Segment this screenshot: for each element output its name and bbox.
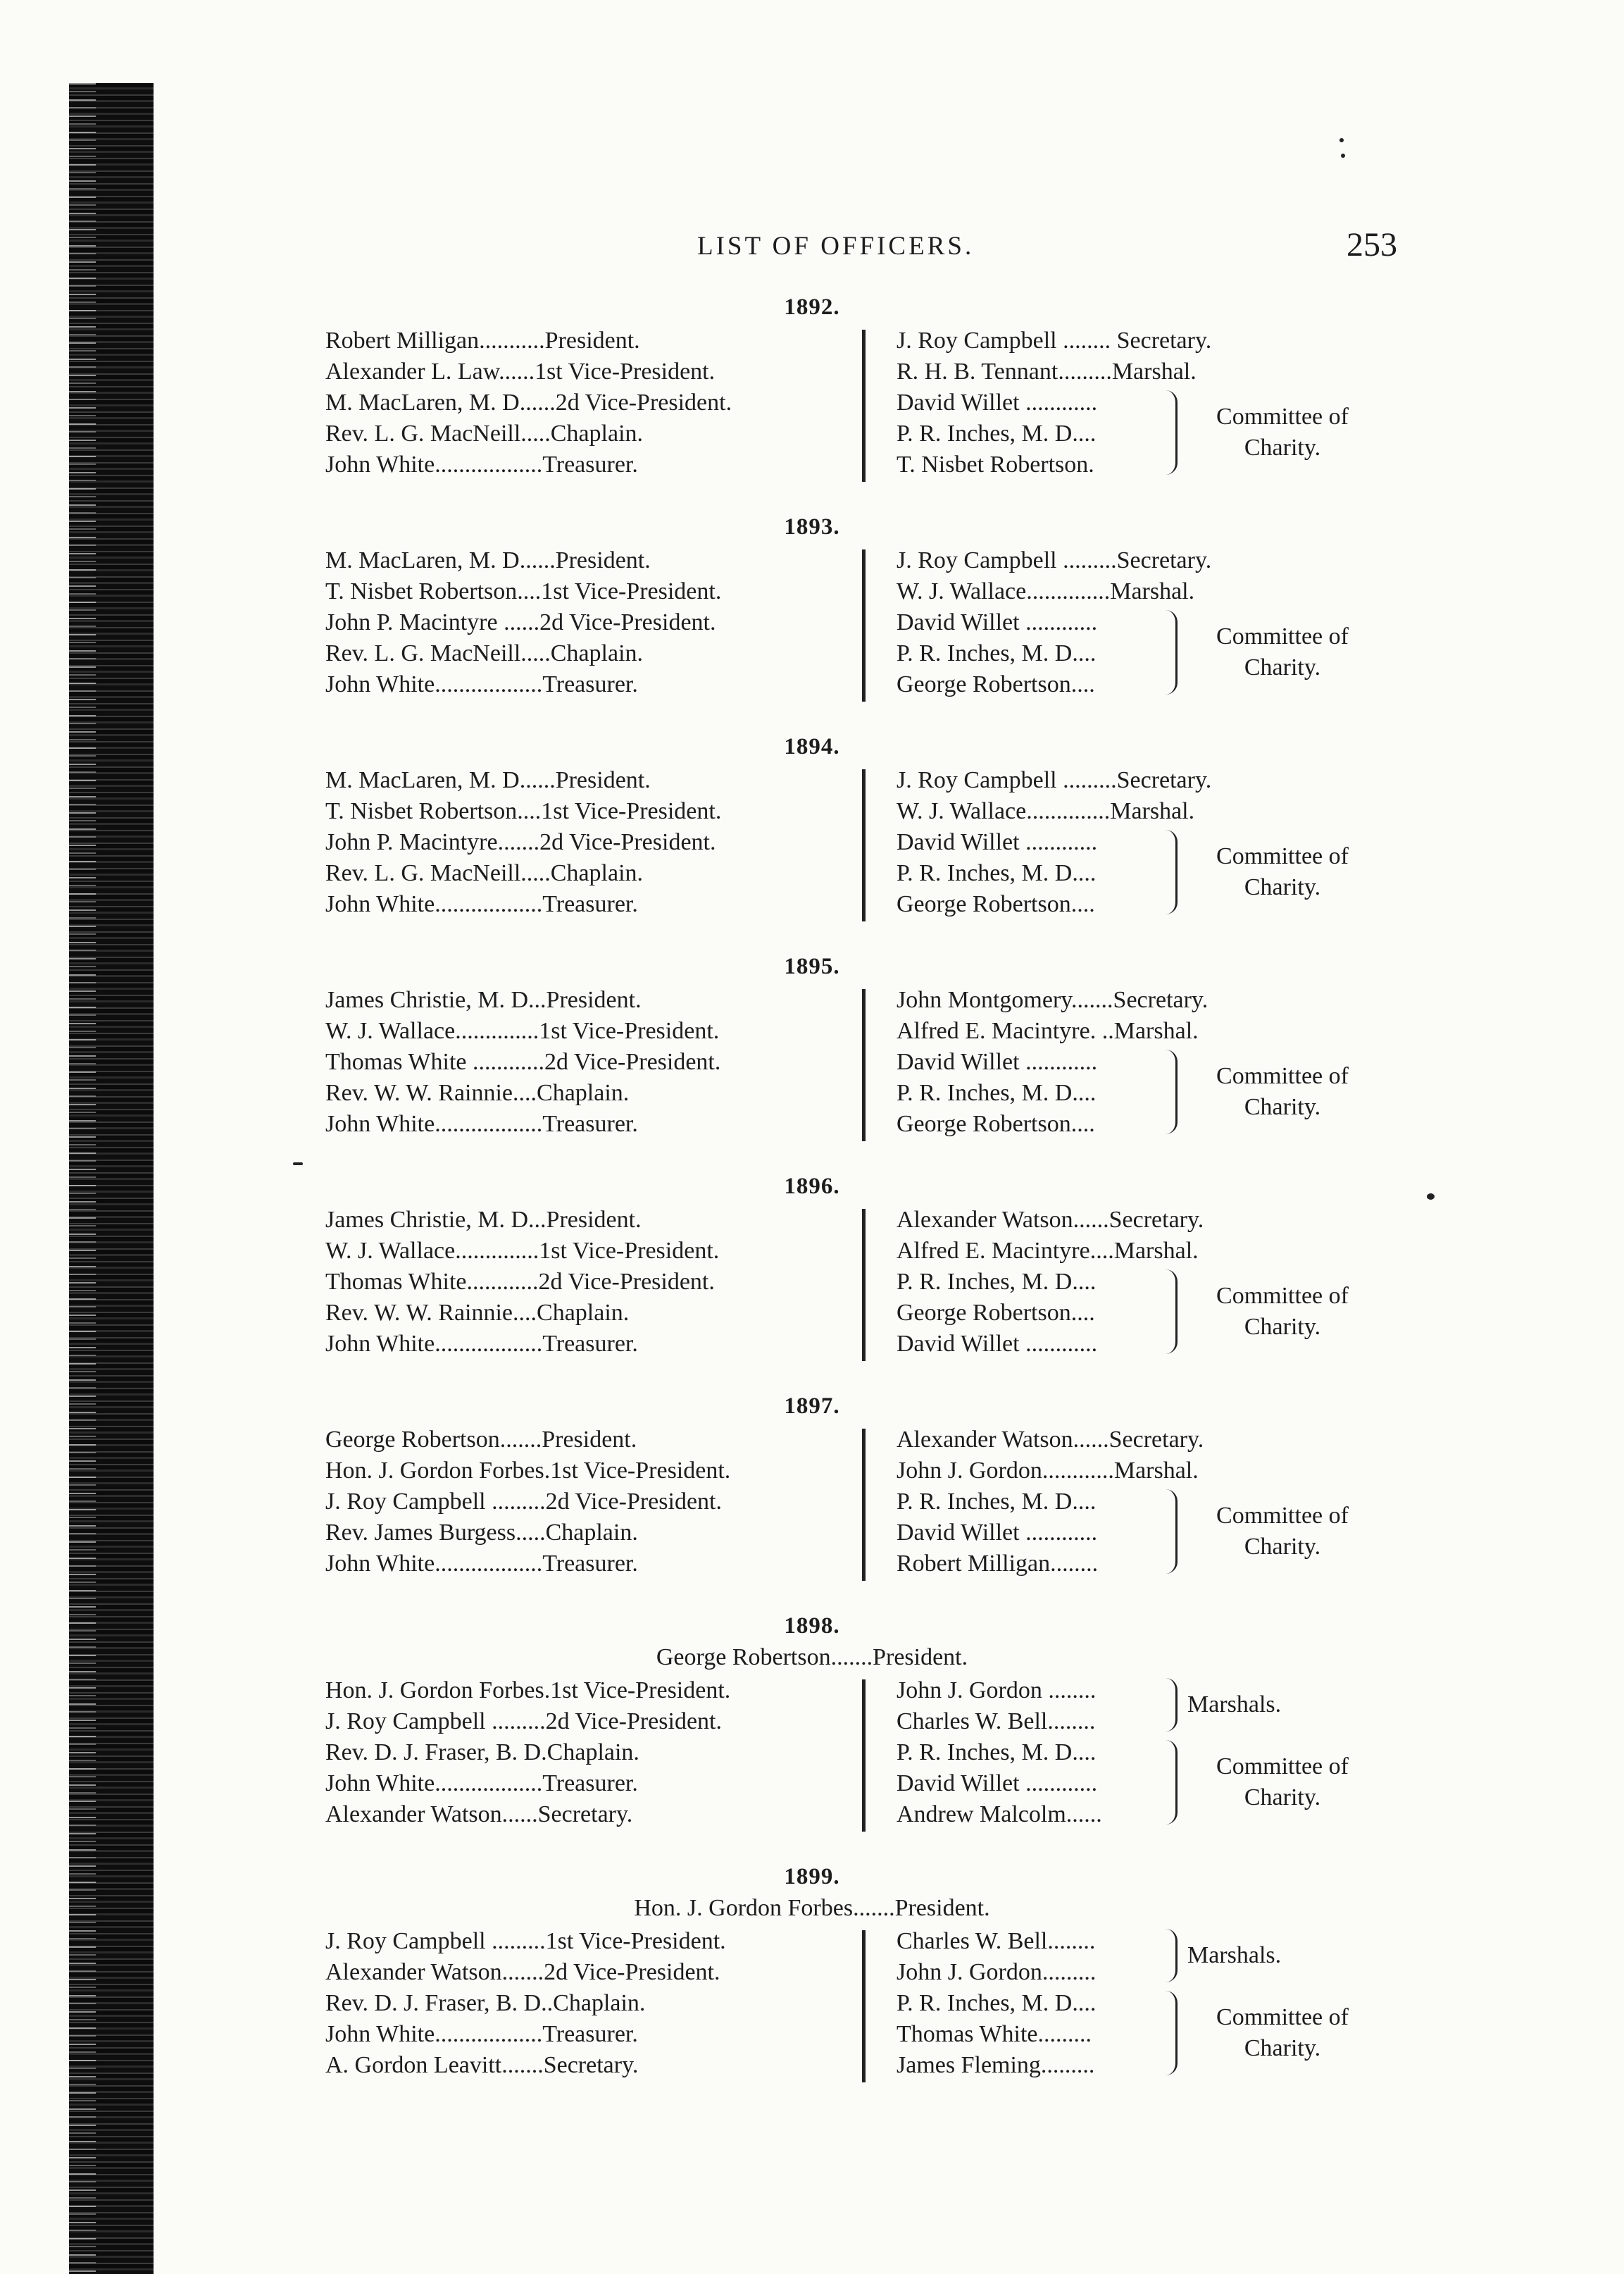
committee-label-line: Charity. [1244, 435, 1321, 461]
officers-list [0, 294, 1624, 2115]
committee-member: George Robertson.... [897, 891, 1095, 917]
column-divider [862, 549, 866, 702]
officer-entry: Rev. D. J. Fraser, B. D..Chaplain. [325, 1990, 646, 2016]
officer-entry: Thomas White............2d Vice-President. [325, 1269, 715, 1295]
officer-entry: W. J. Wallace..............Marshal. [897, 798, 1195, 824]
committee-label-line: Charity. [1244, 654, 1321, 681]
column-divider [862, 989, 866, 1141]
committee-label-line: Charity. [1244, 1534, 1321, 1560]
column-divider [862, 1930, 866, 2082]
marshals-brace [1166, 1678, 1178, 1732]
officer-entry: Hon. J. Gordon Forbes.1st Vice-President. [325, 1458, 731, 1484]
officer-entry: Alexander Watson......Secretary. [897, 1207, 1204, 1233]
committee-label-line: Charity. [1244, 2035, 1321, 2061]
officers-right-column [897, 1675, 1102, 1830]
year-block [0, 1864, 1624, 2115]
committee-label-line: Committee of [1216, 1503, 1349, 1529]
officers-left-column [325, 985, 720, 1140]
officers-left-column [325, 545, 721, 700]
committee-member: David Willet ............ [897, 609, 1098, 635]
officer-entry: John White..................Treasurer. [325, 2021, 638, 2047]
year-block [0, 1174, 1624, 1393]
officer-entry: John White..................Treasurer. [325, 1111, 638, 1137]
officers-right-column [897, 1205, 1204, 1360]
committee-member: James Fleming......... [897, 2052, 1095, 2078]
officer-entry: J. Roy Campbell .........2d Vice-President. [325, 1489, 722, 1515]
officer-entry: Rev. D. J. Fraser, B. D.Chaplain. [325, 1739, 639, 1765]
officer-entry: Alexander L. Law......1st Vice-President. [325, 359, 716, 385]
committee-label-line: Committee of [1216, 843, 1349, 869]
marshals-label: Marshals. [1187, 1942, 1282, 1968]
column-divider [862, 1679, 866, 1832]
committee-label [1187, 1061, 1378, 1123]
officer-entry: M. MacLaren, M. D......President. [325, 547, 651, 573]
committee-member: David Willet ............ [897, 829, 1098, 855]
committee-brace [1166, 1050, 1178, 1134]
committee-member: George Robertson.... [897, 671, 1095, 697]
column-divider [862, 1209, 866, 1361]
officer-entry: John P. Macintyre ......2d Vice-President. [325, 609, 716, 635]
committee-member: David Willet ............ [897, 390, 1098, 416]
committee-member: David Willet ............ [897, 1049, 1098, 1075]
officer-entry: Rev. W. W. Rainnie....Chaplain. [325, 1080, 630, 1106]
page-number: 253 [1347, 226, 1397, 263]
officer-entry: Rev. James Burgess.....Chaplain. [325, 1520, 638, 1546]
officers-left-column [325, 1675, 730, 1830]
officers-right-column [897, 1424, 1204, 1579]
officer-entry: John Montgomery.......Secretary. [897, 987, 1208, 1013]
year-heading: 1895. [784, 954, 840, 979]
committee-label [1187, 1281, 1378, 1343]
committee-member: Andrew Malcolm...... [897, 1801, 1102, 1827]
officer-entry: Alexander Watson......Secretary. [325, 1801, 633, 1827]
officer-entry: John White..................Treasurer. [325, 1551, 638, 1577]
committee-member: T. Nisbet Robertson. [897, 452, 1094, 478]
committee-member: P. R. Inches, M. D.... [897, 640, 1097, 666]
year-block [0, 734, 1624, 954]
president-line: Hon. J. Gordon Forbes.......President. [634, 1895, 990, 1921]
committee-label-line: Charity. [1244, 1784, 1321, 1810]
officer-entry: James Christie, M. D...President. [325, 987, 642, 1013]
officer-entry: George Robertson.......President. [325, 1427, 637, 1453]
committee-label [1187, 1751, 1378, 1813]
officer-entry: R. H. B. Tennant.........Marshal. [897, 359, 1197, 385]
officers-left-column [325, 1926, 726, 2081]
officers-right-column [897, 765, 1211, 920]
officer-entry: John White..................Treasurer. [325, 452, 638, 478]
officer-entry: Alfred E. Macintyre. ..Marshal. [897, 1018, 1199, 1044]
year-block [0, 514, 1624, 734]
print-speck [1339, 138, 1344, 142]
officers-left-column [325, 1205, 719, 1360]
officer-entry: M. MacLaren, M. D......President. [325, 767, 651, 793]
committee-label-line: Committee of [1216, 404, 1349, 430]
committee-brace [1166, 830, 1178, 914]
marshal-entry: John J. Gordon ........ [897, 1677, 1097, 1703]
officer-entry: John P. Macintyre.......2d Vice-President. [325, 829, 716, 855]
officer-entry: John J. Gordon............Marshal. [897, 1458, 1199, 1484]
column-divider [862, 1429, 866, 1581]
committee-label [1187, 402, 1378, 464]
officer-entry: Thomas White ............2d Vice-President. [325, 1049, 721, 1075]
officer-entry: J. Roy Campbell .........Secretary. [897, 547, 1212, 573]
column-divider [862, 330, 866, 482]
committee-brace [1166, 610, 1178, 695]
committee-label-line: Committee of [1216, 623, 1349, 650]
marshal-entry: John J. Gordon......... [897, 1959, 1097, 1985]
officer-entry: J. Roy Campbell .........1st Vice-President. [325, 1928, 726, 1954]
committee-label [1187, 621, 1378, 683]
marshals-label: Marshals. [1187, 1691, 1282, 1717]
committee-member: Robert Milligan........ [897, 1551, 1099, 1577]
officer-entry: W. J. Wallace..............1st Vice-President. [325, 1238, 720, 1264]
president-line: George Robertson.......President. [656, 1644, 968, 1670]
officer-entry: James Christie, M. D...President. [325, 1207, 642, 1233]
year-block [0, 954, 1624, 1174]
officer-entry: Rev. L. G. MacNeill.....Chaplain. [325, 421, 644, 447]
year-heading: 1898. [784, 1613, 840, 1639]
officer-entry: Rev. W. W. Rainnie....Chaplain. [325, 1300, 630, 1326]
committee-member: David Willet ............ [897, 1770, 1098, 1796]
year-block [0, 294, 1624, 514]
committee-member: P. R. Inches, M. D.... [897, 421, 1097, 447]
committee-label-line: Committee of [1216, 1283, 1349, 1309]
year-heading: 1893. [784, 514, 840, 540]
officer-entry: Alexander Watson.......2d Vice-President. [325, 1959, 720, 1985]
officer-entry: J. Roy Campbell .........2d Vice-President. [325, 1708, 722, 1734]
officers-right-column [897, 545, 1211, 700]
officer-entry: Rev. L. G. MacNeill.....Chaplain. [325, 860, 644, 886]
committee-label [1187, 2002, 1378, 2064]
committee-member: P. R. Inches, M. D.... [897, 860, 1097, 886]
page-header [0, 226, 1624, 273]
committee-brace [1166, 1269, 1178, 1354]
committee-brace [1166, 1740, 1178, 1825]
year-heading: 1897. [784, 1393, 840, 1419]
committee-member: George Robertson.... [897, 1300, 1095, 1326]
year-heading: 1892. [784, 294, 840, 320]
committee-label-line: Committee of [1216, 1753, 1349, 1779]
committee-member: P. R. Inches, M. D.... [897, 1739, 1097, 1765]
officer-entry: J. Roy Campbell ........ Secretary. [897, 328, 1212, 354]
committee-member: P. R. Inches, M. D.... [897, 1080, 1097, 1106]
committee-label-line: Committee of [1216, 2004, 1349, 2030]
committee-member: P. R. Inches, M. D.... [897, 1489, 1097, 1515]
officer-entry: Alfred E. Macintyre....Marshal. [897, 1238, 1199, 1264]
officers-left-column [325, 1424, 730, 1579]
officer-entry: W. J. Wallace..............1st Vice-President. [325, 1018, 720, 1044]
officer-entry: T. Nisbet Robertson....1st Vice-President. [325, 578, 722, 604]
year-heading: 1894. [784, 734, 840, 759]
committee-member: David Willet ............ [897, 1520, 1098, 1546]
officer-entry: Robert Milligan...........President. [325, 328, 640, 354]
year-block [0, 1613, 1624, 1864]
officers-right-column [897, 325, 1211, 480]
officer-entry: J. Roy Campbell .........Secretary. [897, 767, 1212, 793]
officer-entry: Hon. J. Gordon Forbes.1st Vice-President. [325, 1677, 731, 1703]
officer-entry: Alexander Watson......Secretary. [897, 1427, 1204, 1453]
committee-member: P. R. Inches, M. D.... [897, 1269, 1097, 1295]
committee-label-line: Charity. [1244, 1094, 1321, 1120]
officers-left-column [325, 765, 721, 920]
year-heading: 1896. [784, 1174, 840, 1199]
year-heading: 1899. [784, 1864, 840, 1889]
officer-entry: A. Gordon Leavitt.......Secretary. [325, 2052, 639, 2078]
officers-left-column [325, 325, 732, 480]
officer-entry: John White..................Treasurer. [325, 1331, 638, 1357]
year-block [0, 1393, 1624, 1613]
committee-member: George Robertson.... [897, 1111, 1095, 1137]
officer-entry: John White..................Treasurer. [325, 671, 638, 697]
committee-label [1187, 1501, 1378, 1562]
committee-label-line: Charity. [1244, 874, 1321, 900]
running-title: LIST OF OFFICERS. [697, 232, 975, 261]
committee-label-line: Committee of [1216, 1063, 1349, 1089]
committee-label [1187, 841, 1378, 903]
committee-brace [1166, 1489, 1178, 1574]
marshal-entry: Charles W. Bell........ [897, 1928, 1096, 1954]
committee-brace [1166, 390, 1178, 475]
committee-member: David Willet ............ [897, 1331, 1098, 1357]
committee-label-line: Charity. [1244, 1314, 1321, 1340]
committee-member: P. R. Inches, M. D.... [897, 1990, 1097, 2016]
committee-brace [1166, 1991, 1178, 2075]
officer-entry: W. J. Wallace..............Marshal. [897, 578, 1195, 604]
officer-entry: M. MacLaren, M. D......2d Vice-President. [325, 390, 732, 416]
print-speck [1341, 154, 1345, 158]
officer-entry: Rev. L. G. MacNeill.....Chaplain. [325, 640, 644, 666]
officers-right-column [897, 985, 1208, 1140]
committee-member: Thomas White......... [897, 2021, 1092, 2047]
officers-right-column [897, 1926, 1096, 2081]
marshal-entry: Charles W. Bell........ [897, 1708, 1096, 1734]
column-divider [862, 769, 866, 921]
officer-entry: John White..................Treasurer. [325, 1770, 638, 1796]
marshals-brace [1166, 1929, 1178, 1982]
officer-entry: John White..................Treasurer. [325, 891, 638, 917]
officer-entry: T. Nisbet Robertson....1st Vice-President. [325, 798, 722, 824]
